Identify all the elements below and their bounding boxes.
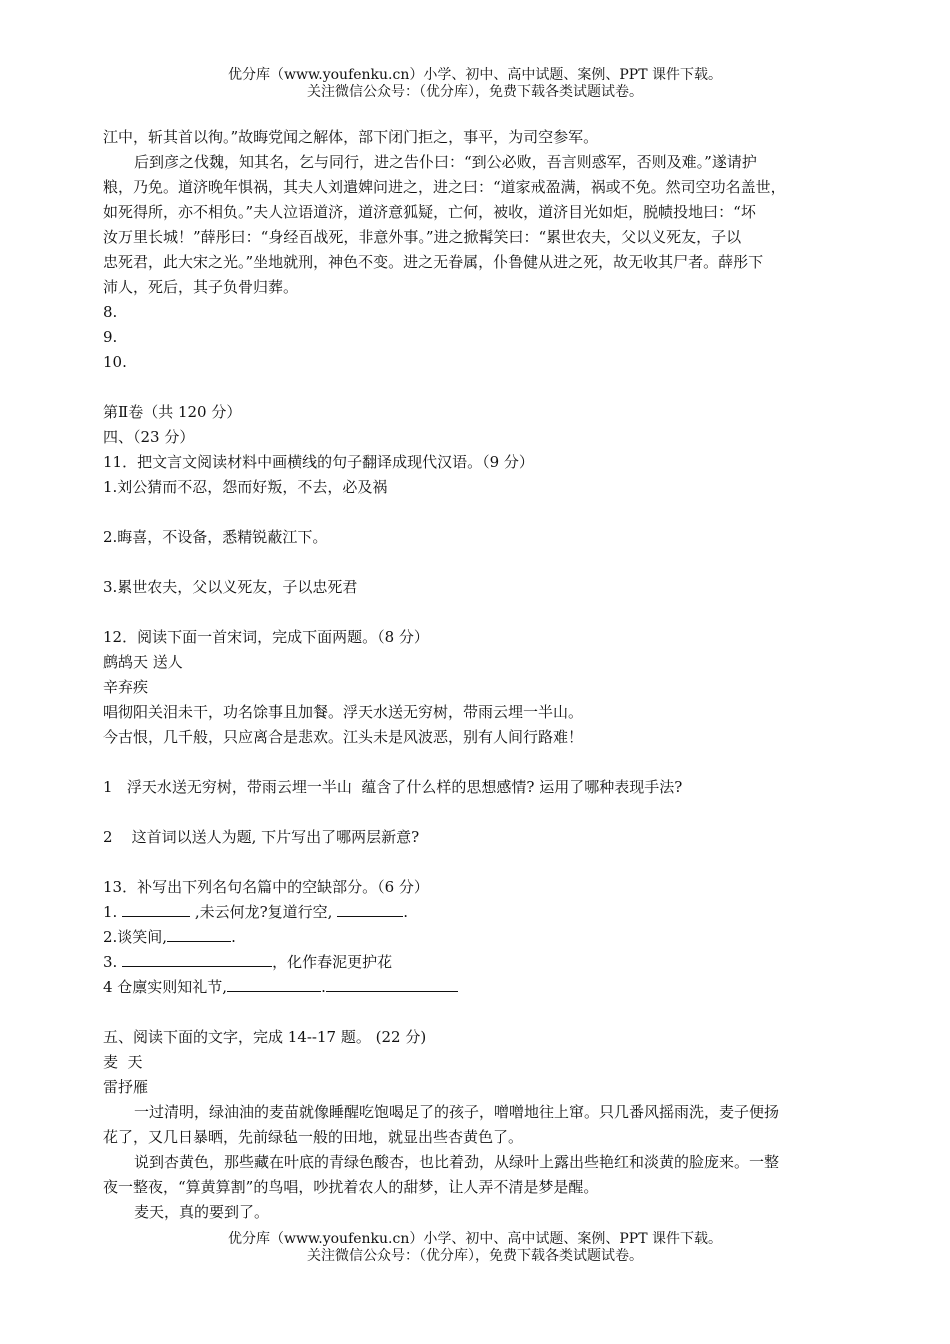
question-13-item-2 xyxy=(103,925,868,950)
header-line-2: 关注微信公众号：（优分库），免费下载各类试题试卷。 xyxy=(307,84,643,100)
blank-line xyxy=(103,500,868,525)
fill-blank[interactable] xyxy=(122,916,190,917)
item-3-text: ，化作春泥更护花 xyxy=(272,953,393,971)
question-13: 13．补写出下列名句名篇中的空缺部分。（6 分） xyxy=(103,878,429,896)
passage-line: 粮，乃免。道济晚年惧祸，其夫人刘遣婢问进之，进之曰：“道家戒盈满，祸或不免。然司空功名盖世， xyxy=(103,178,786,196)
question-11-item-1: 1.刘公猜而不忍，怨而好叛，不去，必及祸 xyxy=(103,478,388,496)
document-body xyxy=(103,125,868,1225)
passage-line: 忠死君，此大宋之光。”坐地就刑，神色不变。进之无眷属，仆鲁健从进之死，故无收其尸者。薛彤下 xyxy=(103,253,764,271)
passage-line: 后到彦之伐魏，知其名，乞与同行，进之告仆曰：“到公必败，吾言则惑军，否则及难。”遂请护 xyxy=(134,153,757,171)
section-2-title: 第Ⅱ卷（共 120 分） xyxy=(103,403,242,421)
page-header xyxy=(0,67,950,101)
question-number-10: 10. xyxy=(103,353,127,371)
poem-author: 辛弃疾 xyxy=(103,678,149,696)
footer-line-1: 优分库（www.youfenku.cn）小学、初中、高中试题、案例、PPT 课件下载。 xyxy=(227,1231,722,1247)
blank-line xyxy=(103,850,868,875)
poem-title: 鹧鸪天 送人 xyxy=(103,653,183,671)
question-12-item-1: 1 浮天水送无穷树，带雨云埋一半山 蕴含了什么样的思想感情? 运用了哪种表现手法? xyxy=(103,778,683,796)
fill-blank[interactable] xyxy=(337,916,403,917)
fill-blank[interactable] xyxy=(227,991,321,992)
blank-line xyxy=(103,750,868,775)
passage-line: 沛人，死后，其子负骨归葬。 xyxy=(103,278,299,296)
blank-line xyxy=(103,375,868,400)
passage-line: 如死得所，亦不相负。”夫人泣语道济，道济意狐疑，亡何，被收，道济目光如炬，脱帻投地曰：“坏 xyxy=(103,203,756,221)
blank-line xyxy=(103,550,868,575)
question-12-item-2: 2 这首词以送人为题, 下片写出了哪两层新意? xyxy=(103,828,420,846)
item-4-text: 4 仓廪实则知礼节, xyxy=(103,978,228,996)
item-1-number: 1. xyxy=(103,903,123,921)
item-1-end: . xyxy=(403,903,408,921)
question-number-9: 9. xyxy=(103,328,118,346)
item-3-number: 3. xyxy=(103,953,123,971)
blank-line xyxy=(103,1000,868,1025)
essay-paragraph-line: 麦天，真的要到了。 xyxy=(134,1203,270,1221)
question-12: 12．阅读下面一首宋词，完成下面两题。（8 分） xyxy=(103,628,429,646)
question-13-item-3 xyxy=(103,950,868,975)
blank-line xyxy=(103,600,868,625)
essay-title: 麦 天 xyxy=(103,1053,143,1071)
poem-line-2: 今古恨，几千般，只应离合是悲欢。江头未是风波恶，别有人间行路难！ xyxy=(103,728,584,746)
item-2-text: 2.谈笑间, xyxy=(103,928,168,946)
question-11-item-3: 3.累世农夫，父以义死友，子以忠死君 xyxy=(103,578,358,596)
essay-author: 雷抒雁 xyxy=(103,1078,149,1096)
poem-line-1: 唱彻阳关泪未干，功名馀事且加餐。浮天水送无穷树，带雨云埋一半山。 xyxy=(103,703,584,721)
page-footer xyxy=(0,1231,950,1265)
essay-paragraph-line: 花了，又几日暴晒，先前绿毡一般的田地，就显出些杏黄色了。 xyxy=(103,1128,524,1146)
passage-line: 汝万里长城！”薛彤曰：“身经百战死，非意外事。”进之掀髯笑曰：“累世农夫，父以义死友，子以 xyxy=(103,228,742,246)
footer-line-2: 关注微信公众号：（优分库），免费下载各类试题试卷。 xyxy=(307,1248,643,1264)
fill-blank[interactable] xyxy=(167,941,231,942)
essay-paragraph-line: 夜一整夜，“算黄算割”的鸟唱，吵扰着农人的甜梦，让人弄不清是梦是醒。 xyxy=(103,1178,599,1196)
blank-line xyxy=(103,800,868,825)
question-number-8: 8. xyxy=(103,303,118,321)
fill-blank[interactable] xyxy=(122,966,272,967)
item-2-end: . xyxy=(231,928,236,946)
passage-line: 江中，斩其首以徇。”故晦党闻之解体，部下闭门拒之，事平，为司空参军。 xyxy=(103,128,599,146)
essay-paragraph-line: 一过清明，绿油油的麦苗就像睡醒吃饱喝足了的孩子，噌噌地往上窜。只几番风摇雨洗，麦子便扬 xyxy=(134,1103,780,1121)
essay-paragraph-line: 说到杏黄色，那些藏在叶底的青绿色酸杏，也比着劲，从绿叶上露出些艳红和淡黄的脸庞来。一整 xyxy=(134,1153,780,1171)
header-line-1: 优分库（www.youfenku.cn）小学、初中、高中试题、案例、PPT 课件下载。 xyxy=(227,67,722,83)
item-4-mid: . xyxy=(321,978,326,996)
fill-blank[interactable] xyxy=(326,991,458,992)
item-1-text: ,未云何龙?复道行空, xyxy=(190,903,338,921)
question-13-item-4 xyxy=(103,975,868,1000)
part-4-heading: 四、（23 分） xyxy=(103,428,195,446)
question-13-item-1 xyxy=(103,900,868,925)
question-11: 11．把文言文阅读材料中画横线的句子翻译成现代汉语。（9 分） xyxy=(103,453,534,471)
part-5-heading: 五、阅读下面的文字，完成 14--17 题。 (22 分) xyxy=(103,1028,427,1046)
question-11-item-2: 2.晦喜，不设备，悉精锐蔽江下。 xyxy=(103,528,328,546)
